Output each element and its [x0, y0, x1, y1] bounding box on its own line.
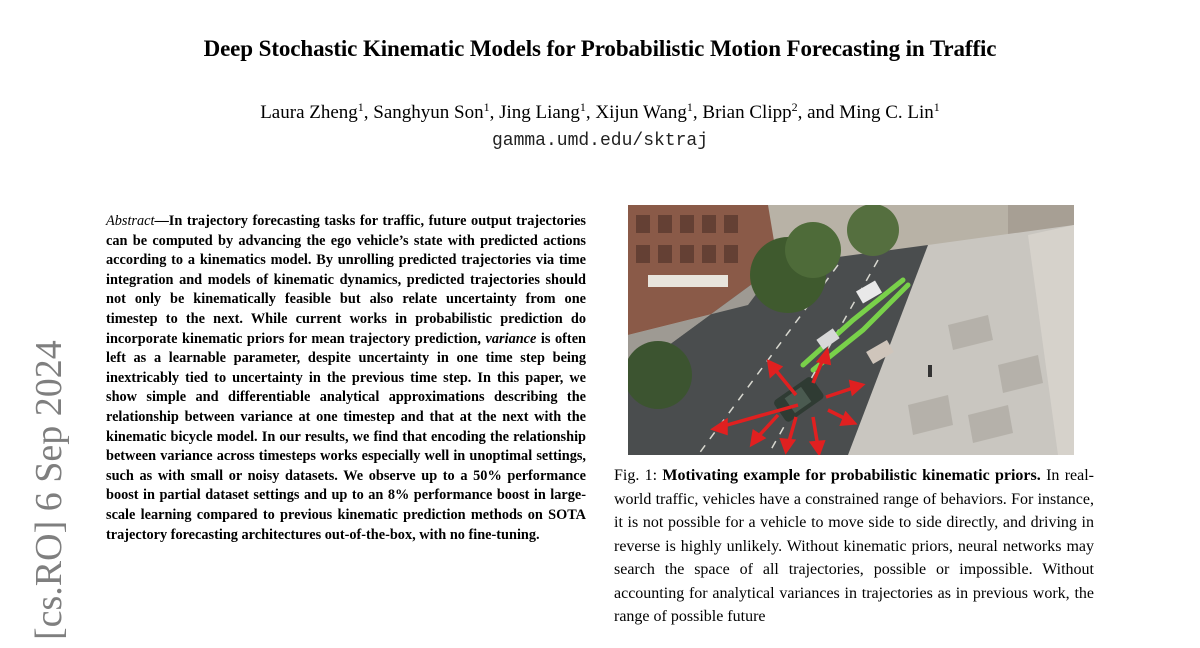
abstract-text-2: is often left as a learnable parameter, despite uncertainty in one time step being inextricably tied to uncertainty in the previous time step. In this paper, we show simple and differentiable analytical approximations describing the relationship between variance at one timestep and that at the next with the kinematic bicycle model. In our results, we find that encoding the relationship between variance across timesteps works especially well in unoptimal settings, such as with small or noisy datasets. We observe up to a 50% performance boost in partial dataset settings and up to an 8% performance boost in large-scale learning compared to previous kinematic prediction methods on SOTA trajectory forecasting architectures out-of-the-box, with no fine-tuning.: [106, 330, 586, 543]
abstract-text-1: In trajectory forecasting tasks for traffic, future output trajectories can be computed by advancing the ego vehicle’s state with predicted actions according to a kinematics model. By unrolling predicted trajectories via time integration and models of kinematic dynamics, predicted trajectories should not only be kinematically feasible but also relate uncertainty from one timestep to the next. While current works in probabilistic prediction do incorporate kinematic priors for mean trajectory prediction,: [106, 213, 586, 347]
author-name: Xijun Wang: [595, 102, 687, 123]
author-separator: ,: [363, 102, 374, 123]
author-name: Jing Liang: [499, 102, 580, 123]
awning: [648, 275, 728, 287]
author-affiliation: 1: [933, 100, 940, 114]
author-separator: ,: [489, 102, 500, 123]
author-name: Ming C. Lin: [839, 102, 934, 123]
author-affiliation: 1: [579, 100, 586, 114]
abstract-heading: Abstract: [106, 213, 155, 229]
author-name: Laura Zheng: [260, 102, 358, 123]
author-separator: ,: [692, 102, 703, 123]
figure-caption: [614, 464, 1094, 629]
author-name: Brian Clipp: [702, 102, 792, 123]
author-name: Sanghyun Son: [373, 102, 484, 123]
author-affiliation: 2: [791, 100, 798, 114]
author-affiliation: 1: [483, 100, 490, 114]
author-list: [0, 102, 1200, 124]
author-affiliation: 1: [357, 100, 364, 114]
abstract-dash: —: [154, 213, 169, 229]
figure-image: [628, 205, 1074, 455]
figure-label: Fig. 1:: [614, 467, 658, 484]
paper-title: Deep Stochastic Kinematic Models for Probabilistic Motion Forecasting in Traffic: [203, 36, 997, 61]
project-url[interactable]: gamma.umd.edu/sktraj: [491, 131, 709, 151]
figure-caption-bold: Motivating example for probabilistic kinematic priors.: [662, 467, 1041, 484]
abstract: [106, 212, 586, 545]
author-affiliation: 1: [686, 100, 693, 114]
author-separator: , and: [797, 102, 840, 123]
arxiv-stamp: [cs.RO] 6 Sep 2024: [28, 340, 70, 640]
street-scene-illustration: [628, 205, 1074, 455]
figure-caption-text: In real-world traffic, vehicles have a constrained range of behaviors. For instance, it is not possible for a vehicle to move side to side directly, and driving in reverse is highly unlikely. Without kinematic priors, neural networks may search the space of all trajectories, possible or impossible. Without accounting for analytical variances in trajectories as in previous work, the range of possible future: [614, 467, 1095, 625]
abstract-emphasis: variance: [485, 330, 537, 347]
author-separator: ,: [585, 102, 596, 123]
